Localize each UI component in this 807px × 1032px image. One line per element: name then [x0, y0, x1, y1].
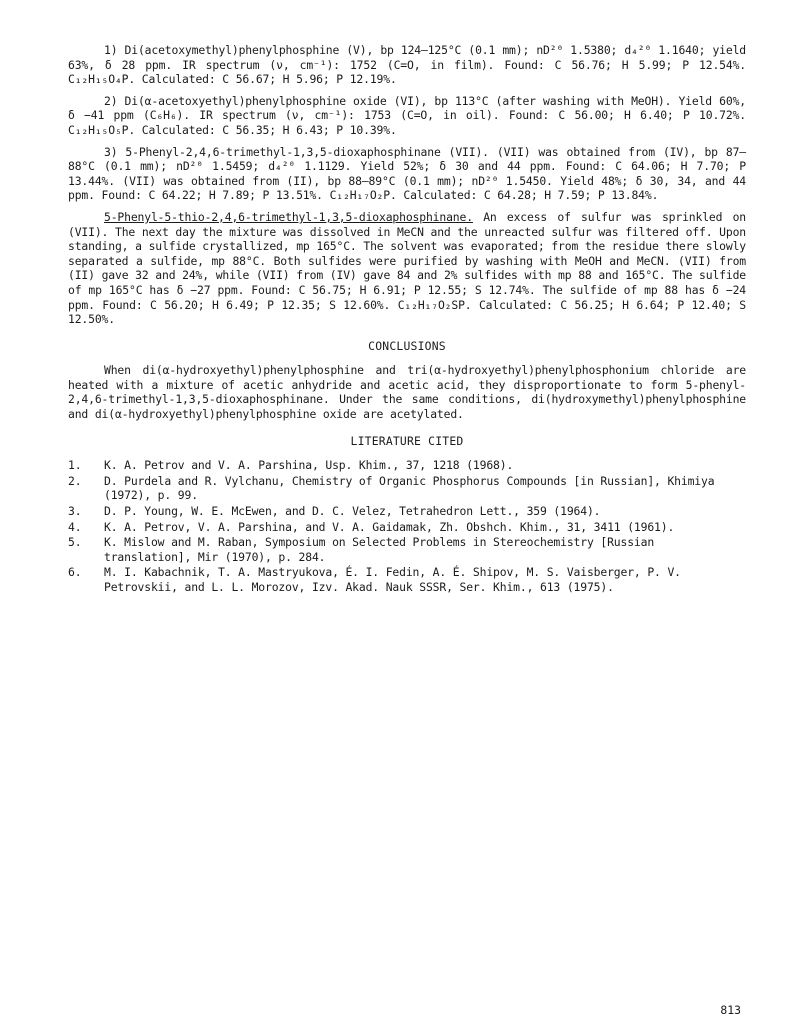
reference-item	[68, 504, 746, 519]
reference-text: K. A. Petrov, V. A. Parshina, and V. A. Gaidamak, Zh. Obshch. Khim., 31, 3411 (1961).	[104, 519, 675, 534]
page-number: 813	[720, 1003, 741, 1017]
reference-text: K. A. Petrov and V. A. Parshina, Usp. Khim., 37, 1218 (1968).	[104, 458, 514, 473]
reference-text: K. Mislow and M. Raban, Symposium on Selected Problems in Stereochemistry [Russian translation], Mir (1970), p. 284.	[104, 535, 655, 564]
reference-text: M. I. Kabachnik, T. A. Mastryukova, É. I. Fedin, A. É. Shipov, M. S. Vaisberger, P. V. Petrovskii, and L. L. Morozov, Izv. Akad. Nauk SSSR, Ser. Khim., 613 (1975).	[104, 565, 681, 594]
reference-item	[68, 458, 746, 473]
reference-number: 4.	[68, 519, 82, 534]
reference-item	[68, 474, 746, 503]
conclusions-heading: CONCLUSIONS	[368, 338, 446, 353]
reference-number: 6.	[68, 565, 82, 580]
literature-heading: LITERATURE CITED	[350, 433, 464, 448]
reference-number: 2.	[68, 473, 82, 488]
reference-text: D. Purdela and R. Vylchanu, Chemistry of Organic Phosphorus Compounds [in Russian], Khimiya (1972), p. 99.	[104, 473, 715, 503]
experimental-item-2: 2) Di(α-acetoxyethyl)phenylphosphine oxide (VI), bp 113°C (after washing with MeOH). Yield 60%, δ −41 ppm (C₆H₆). IR spectrum (ν, cm⁻¹): 1753 (C=O, in oil). Found: C 56.00; H 6.40; P 10.72%. C₁₂H₁₅O₅P. Calculated: C 56.35; H 6.43; P 10.39%.	[68, 93, 746, 137]
paper-page	[68, 43, 746, 596]
experimental-item-1: 1) Di(acetoxymethyl)phenylphosphine (V), bp 124–125°C (0.1 mm); nD²⁰ 1.5380; d₄²⁰ 1.1640; yield 63%, δ 28 ppm. IR spectrum (ν, cm⁻¹): 1752 (C=O, in film). Found: C 56.76; H 5.99; P 12.54%. C₁₂H₁₅O₄P. Calculated: C 56.67; H 5.96; P 12.19%.	[68, 43, 746, 87]
reference-item	[68, 535, 746, 564]
reference-item	[68, 565, 746, 594]
reference-number: 1.	[68, 458, 82, 473]
sulfide-synthesis-paragraph	[68, 210, 746, 327]
sulfide-compound-title: 5-Phenyl-5-thio-2,4,6-trimethyl-1,3,5-dioxaphosphinane.	[104, 209, 473, 224]
reference-item	[68, 520, 746, 535]
conclusions-text: When di(α-hydroxyethyl)phenylphosphine and tri(α-hydroxyethyl)phenylphosphonium chloride are heated with a mixture of acetic anhydride and acetic acid, they disproportionate to form 5-phenyl-2,4,6-trimethyl-1,3,5-dioxaphosphinane. Under the same conditions, di(hydroxymethyl)phenylphosphine and di(α-hydroxyethyl)phenylphosphine oxide are acetylated.	[68, 363, 746, 422]
reference-number: 3.	[68, 504, 82, 519]
sulfide-synthesis-body: An excess of sulfur was sprinkled on (VII). The next day the mixture was dissolved in MeCN and the unreacted sulfur was filtered off. Upon standing, a sulfide crystallized, mp 165°C. The solvent was evaporated; from the residue there slowly separated a sulfide, mp 88°C. Both sulfides were purified by washing with MeOH and MeCN. (VII) from (II) gave 32 and 24%, while (VII) from (IV) gave 84 and 2% sulfides with mp 88 and 165°C. The sulfide of mp 165°C has δ −27 ppm. Found: C 56.75; H 6.91; P 12.55; S 12.74%. The sulfide of mp 88 has δ −24 ppm. Found: C 56.20; H 6.49; P 12.35; S 12.60%. C₁₂H₁₇O₂SP. Calculated: C 56.25; H 6.64; P 12.40; S 12.50%.	[68, 209, 746, 327]
experimental-item-3: 3) 5-Phenyl-2,4,6-trimethyl-1,3,5-dioxaphosphinane (VII). (VII) was obtained from (IV), bp 87–88°C (0.1 mm); nD²⁰ 1.5459; d₄²⁰ 1.1129. Yield 52%; δ 30 and 44 ppm. Found: C 64.06; H 7.70; P 13.44%. (VII) was obtained from (II), bp 88–89°C (0.1 mm); nD²⁰ 1.5450. Yield 48%; δ 30, 34, and 44 ppm. Found: C 64.22; H 7.89; P 13.51%. C₁₂H₁₇O₂P. Calculated: C 64.28; H 7.59; P 13.84%.	[68, 144, 746, 203]
reference-list	[68, 458, 746, 594]
reference-number: 5.	[68, 535, 82, 550]
reference-text: D. P. Young, W. E. McEwen, and D. C. Velez, Tetrahedron Lett., 359 (1964).	[104, 504, 601, 519]
